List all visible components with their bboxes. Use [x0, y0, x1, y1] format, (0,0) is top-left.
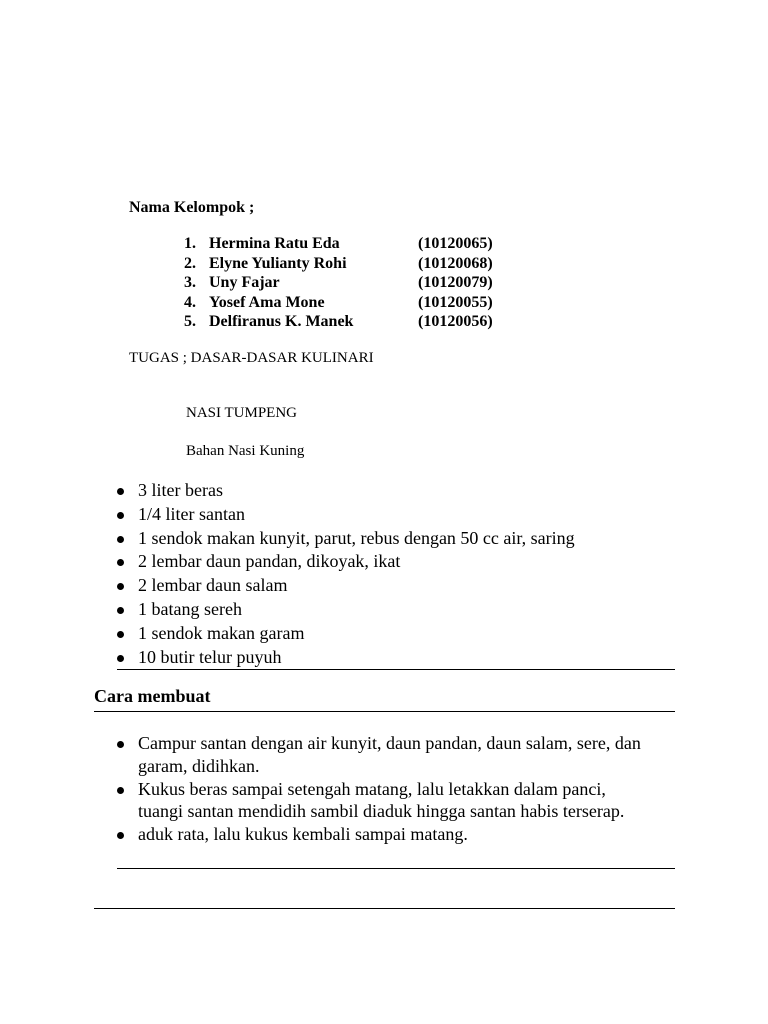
task-title: TUGAS ; DASAR-DASAR KULINARI — [129, 350, 374, 366]
member-id: (10120079) — [418, 274, 493, 291]
bullet-icon — [117, 607, 124, 614]
ingredient-text: 1 sendok makan kunyit, parut, rebus dengan 50 cc air, saring — [138, 527, 575, 548]
member-id: (10120065) — [418, 235, 493, 252]
list-item — [117, 598, 575, 622]
divider — [117, 669, 675, 670]
ingredients-list — [117, 479, 575, 669]
group-heading: Nama Kelompok ; — [129, 199, 255, 216]
ingredient-text: 1 sendok makan garam — [138, 622, 305, 643]
list-item — [117, 732, 647, 778]
member-number: 5. — [184, 313, 196, 330]
list-item — [117, 778, 647, 824]
member-id: (10120068) — [418, 255, 493, 272]
member-id: (10120055) — [418, 294, 493, 311]
bullet-icon — [117, 536, 124, 543]
list-item — [117, 622, 575, 646]
member-name: Yosef Ama Mone — [209, 294, 325, 311]
method-heading: Cara membuat — [94, 686, 211, 706]
ingredients-heading: Bahan Nasi Kuning — [186, 443, 305, 459]
divider — [94, 908, 675, 909]
bullet-icon — [117, 655, 124, 662]
member-number: 3. — [184, 274, 196, 291]
divider — [117, 868, 675, 869]
step-text: aduk rata, lalu kukus kembali sampai matang. — [138, 824, 468, 845]
bullet-icon — [117, 741, 124, 748]
step-text: Campur santan dengan air kunyit, daun pandan, daun salam, sere, dan garam, didihkan. — [138, 733, 641, 776]
bullet-icon — [117, 631, 124, 638]
member-name: Delfiranus K. Manek — [209, 313, 354, 330]
divider — [94, 711, 675, 712]
bullet-icon — [117, 832, 124, 839]
list-item — [117, 550, 575, 574]
list-item — [117, 574, 575, 598]
list-item — [117, 503, 575, 527]
member-number: 4. — [184, 294, 196, 311]
recipe-title: NASI TUMPENG — [186, 405, 297, 421]
ingredient-text: 2 lembar daun pandan, dikoyak, ikat — [138, 551, 401, 572]
member-number: 2. — [184, 255, 196, 272]
member-name: Hermina Ratu Eda — [209, 235, 340, 252]
steps-list — [117, 732, 647, 846]
list-item — [117, 527, 575, 551]
ingredient-text: 3 liter beras — [138, 480, 223, 500]
list-item — [117, 823, 647, 846]
list-item — [117, 646, 575, 670]
bullet-icon — [117, 488, 124, 495]
ingredient-text: 1 batang sereh — [138, 598, 242, 619]
member-id: (10120056) — [418, 313, 493, 330]
ingredient-text: 2 lembar daun salam — [138, 575, 288, 596]
bullet-icon — [117, 583, 124, 590]
member-number: 1. — [184, 235, 196, 252]
bullet-icon — [117, 559, 124, 566]
bullet-icon — [117, 787, 124, 794]
step-text: Kukus beras sampai setengah matang, lalu letakkan dalam panci, tuangi santan mendidih sambil diaduk hingga santan habis terserap. — [138, 778, 625, 822]
ingredient-text: 10 butir telur puyuh — [138, 646, 282, 667]
member-name: Uny Fajar — [209, 274, 280, 291]
bullet-icon — [117, 512, 124, 519]
member-name: Elyne Yulianty Rohi — [209, 255, 347, 272]
list-item — [117, 479, 575, 503]
ingredient-text: 1/4 liter santan — [138, 503, 245, 524]
